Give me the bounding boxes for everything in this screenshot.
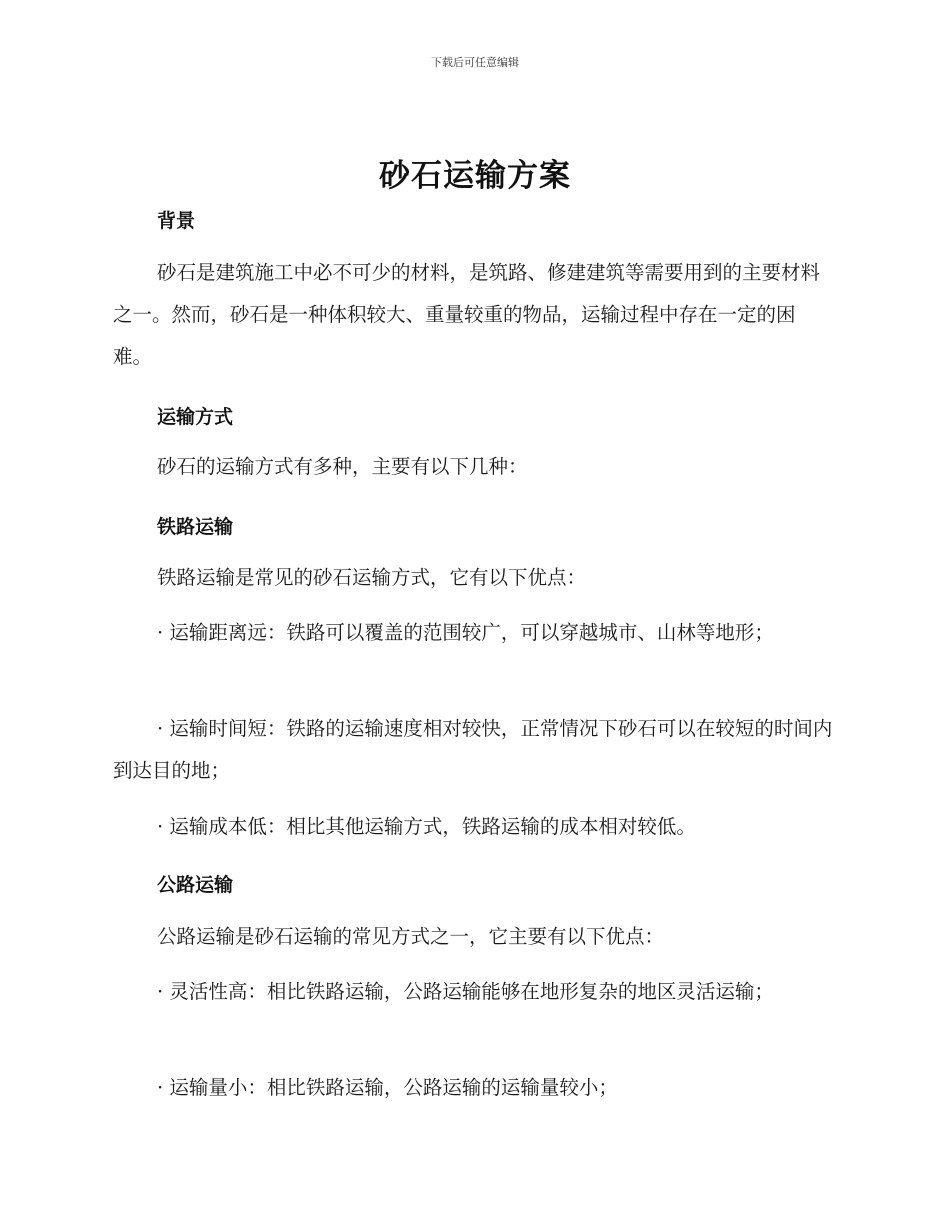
list-item-road-flexibility: · 灵活性高：相比铁路运输，公路运输能够在地形复杂的地区灵活运输； xyxy=(157,980,774,1003)
paragraph-background: 砂石是建筑施工中必不可少的材料，是筑路、修建建筑等需要用到的主要材料之一。然而，砂石是一种体积较大、重量较重的物品，运输过程中存在一定的困难。 xyxy=(113,261,821,368)
paragraph-rail-intro: 铁路运输是常见的砂石运输方式，它有以下优点： xyxy=(157,566,587,589)
list-item-rail-time: · 运输时间短：铁路的运输速度相对较快，正常情况下砂石可以在较短的时间内到达目的地； xyxy=(113,717,833,782)
list-item-rail-cost: · 运输成本低：相比其他运输方式，铁路运输的成本相对较低。 xyxy=(157,815,696,838)
document-title: 砂石运输方案 xyxy=(379,158,571,194)
section-heading-rail: 铁路运输 xyxy=(157,516,234,538)
list-item-road-volume: · 运输量小：相比铁路运输，公路运输的运输量较小； xyxy=(157,1076,618,1099)
section-heading-road: 公路运输 xyxy=(157,874,234,896)
list-item-rail-distance: · 运输距离远：铁路可以覆盖的范围较广，可以穿越城市、山林等地形； xyxy=(157,621,774,644)
paragraph-transport-modes: 砂石的运输方式有多种，主要有以下几种： xyxy=(157,455,528,478)
section-heading-transport-modes: 运输方式 xyxy=(157,406,234,428)
paragraph-road-intro: 公路运输是砂石运输的常见方式之一，它主要有以下优点： xyxy=(157,925,665,948)
section-heading-background: 背景 xyxy=(157,210,196,232)
header-note: 下载后可任意编辑 xyxy=(431,56,519,69)
